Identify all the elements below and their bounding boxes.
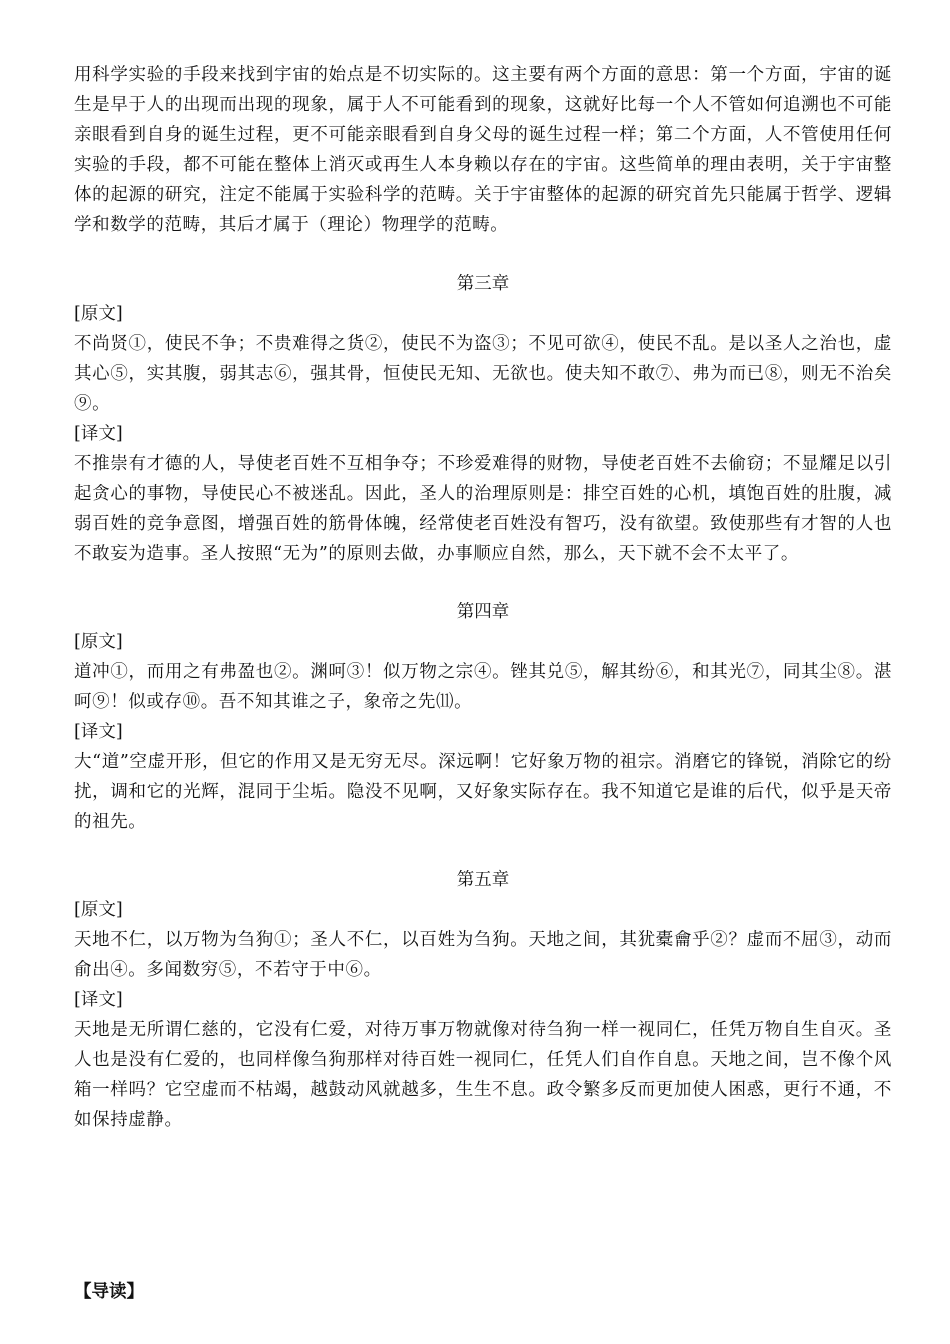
translation-label: [译文] — [74, 424, 123, 444]
chapter-title: 第五章 — [456, 870, 510, 890]
chapter-title: 第三章 — [456, 274, 510, 294]
original-text: 不尚贤①，使民不争；不贵难得之货②，使民不为盗③；不见可欲④，使民不乱。是以圣人之治也，虚其心⑤，实其腹，弱其志⑥，强其骨，恒使民无知、无欲也。使夫知不敢⑦、弗为而已⑧，则无不治矣⑨。 — [74, 334, 892, 414]
original-text-label: [原文] — [74, 900, 123, 920]
chapter-5 — [74, 865, 892, 1135]
original-text-label: [原文] — [74, 632, 123, 652]
document-body — [74, 60, 892, 1135]
chapter-4 — [74, 597, 892, 837]
guide-reading-heading: 【导读】 — [74, 1282, 144, 1302]
intro-paragraph: 用科学实验的手段来找到宇宙的始点是不切实际的。这主要有两个方面的意思：第一个方面，宇宙的诞生是早于人的出现而出现的现象，属于人不可能看到的现象，这就好比每一个人不管如何追溯也不可能亲眼看到自身的诞生过程，更不可能亲眼看到自身父母的诞生过程一样；第二个方面，人不管使用任何实验的手段，都不可能在整体上消灭或再生人本身赖以存在的宇宙。这些简单的理由表明，关于宇宙整体的起源的研究，注定不能属于实验科学的范畴。关于宇宙整体的起源的研究首先只能属于哲学、逻辑学和数学的范畴，其后才属于（理论）物理学的范畴。 — [74, 65, 892, 235]
translation-text: 天地是无所谓仁慈的，它没有仁爱，对待万事万物就像对待刍狗一样一视同仁，任凭万物自生自灭。圣人也是没有仁爱的，也同样像刍狗那样对待百姓一视同仁，任凭人们自作自息。天地之间，岂不像个风箱一样吗？它空虚而不枯竭，越鼓动风就越多，生生不息。政令繁多反而更加使人困惑，更行不通，不如保持虚静。 — [74, 1020, 892, 1130]
translation-text: 不推崇有才德的人，导使老百姓不互相争夺；不珍爱难得的财物，导使老百姓不去偷窃；不显耀足以引起贪心的事物，导使民心不被迷乱。因此，圣人的治理原则是：排空百姓的心机，填饱百姓的肚腹，减弱百姓的竞争意图，增强百姓的筋骨体魄，经常使老百姓没有智巧，没有欲望。致使那些有才智的人也不敢妄为造事。圣人按照“无为”的原则去做，办事顺应自然，那么，天下就不会不太平了。 — [74, 454, 892, 564]
translation-label: [译文] — [74, 990, 123, 1010]
original-text: 道冲①，而用之有弗盈也②。渊呵③！似万物之宗④。锉其兑⑤，解其纷⑥，和其光⑦，同其尘⑧。湛呵⑨！似或存⑩。吾不知其谁之子，象帝之先⑾。 — [74, 662, 892, 712]
chapter-3 — [74, 269, 892, 569]
translation-text: 大“道”空虚开形，但它的作用又是无穷无尽。深远啊！它好象万物的祖宗。消磨它的锋锐，消除它的纷扰，调和它的光辉，混同于尘垢。隐没不见啊，又好象实际存在。我不知道它是谁的后代，似乎是天帝的祖先。 — [74, 752, 892, 832]
original-text-label: [原文] — [74, 304, 123, 324]
translation-label: [译文] — [74, 722, 123, 742]
chapter-title: 第四章 — [456, 602, 510, 622]
original-text: 天地不仁，以万物为刍狗①；圣人不仁，以百姓为刍狗。天地之间，其犹橐龠乎②？虚而不屈③，动而俞出④。多闻数穷⑤，不若守于中⑥。 — [74, 930, 892, 980]
